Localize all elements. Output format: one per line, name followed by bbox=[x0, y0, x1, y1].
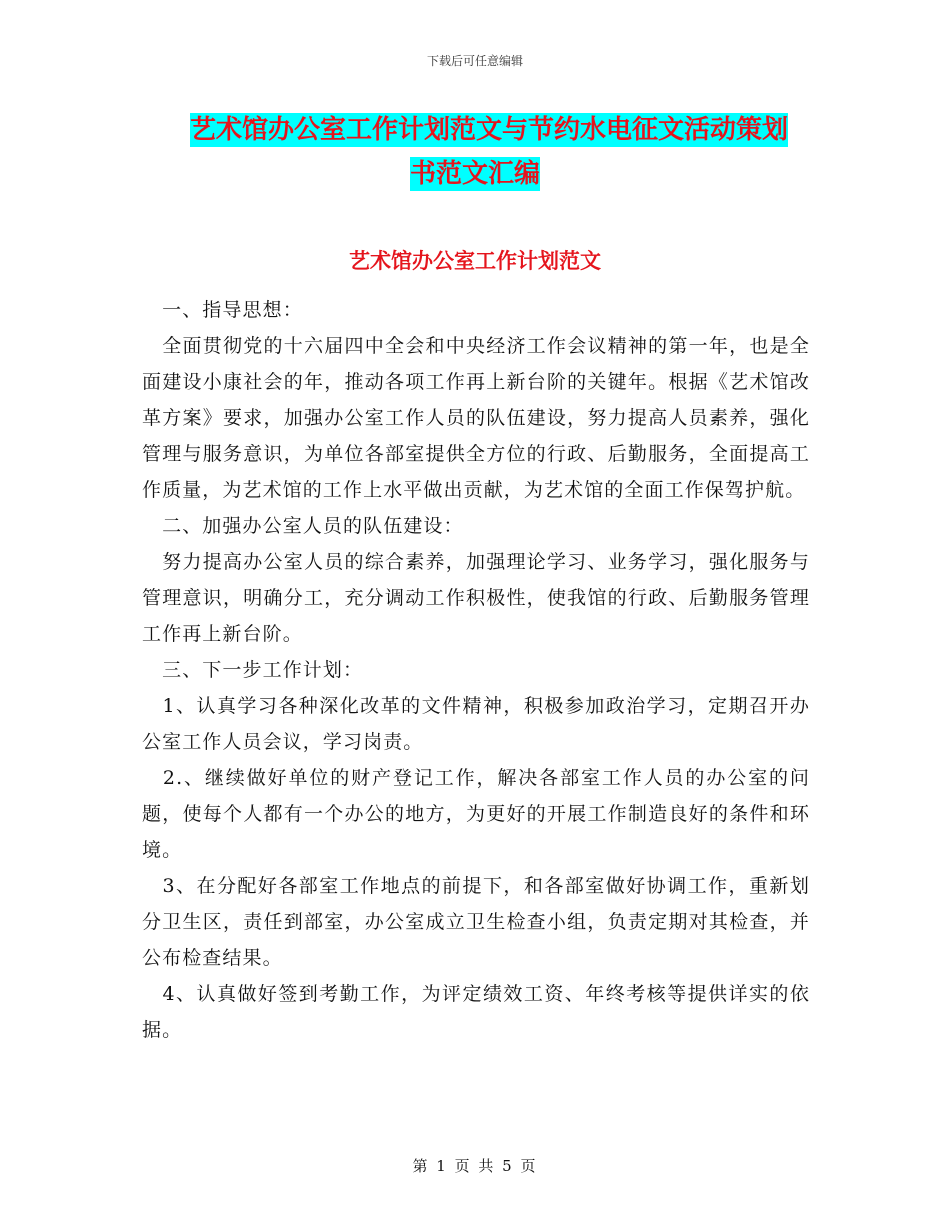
page-footer: 第 1 页 共 5 页 bbox=[412, 1157, 538, 1175]
paragraph-team-building: 努力提高办公室人员的综合素养，加强理论学习、业务学习，强化服务与管理意识，明确分工，充分调动工作积极性，使我馆的行政、后勤服务管理工作再上新台阶。 bbox=[142, 551, 810, 645]
body-text bbox=[142, 292, 810, 1048]
heading-team-building: 二、加强办公室人员的队伍建设： bbox=[142, 515, 464, 537]
list-item-3: 3、在分配好各部室工作地点的前提下，和各部室做好协调工作，重新划分卫生区，责任到部室，办公室成立卫生检查小组，负责定期对其检查，并公布检查结果。 bbox=[142, 875, 810, 969]
document-title-line-1 bbox=[0, 106, 950, 154]
heading-guiding-thought: 一、指导思想： bbox=[142, 299, 303, 321]
document-title-line-2 bbox=[0, 150, 950, 198]
header-note: 下载后可任意编辑 bbox=[426, 54, 523, 68]
document-title-text-1: 艺术馆办公室工作计划范文与节约水电征文活动策划 bbox=[189, 115, 788, 145]
heading-next-steps: 三、下一步工作计划： bbox=[142, 659, 364, 681]
list-item-1: 1、认真学习各种深化改革的文件精神，积极参加政治学习，定期召开办公室工作人员会议，学习岗责。 bbox=[142, 695, 810, 753]
paragraph-guiding-thought: 全面贯彻党的十六届四中全会和中央经济工作会议精神的第一年，也是全面建设小康社会的年，推动各项工作再上新台阶的关键年。根据《艺术馆改革方案》要求，加强办公室工作人员的队伍建设，努力提高人员素养，强化管理与服务意识，为单位各部室提供全方位的行政、后勤服务，全面提高工作质量，为艺术馆的工作上水平做出贡献，为艺术馆的全面工作保驾护航。 bbox=[142, 335, 810, 501]
document-title-text-2: 书范文汇编 bbox=[409, 159, 540, 189]
list-item-2: 2.、继续做好单位的财产登记工作，解决各部室工作人员的办公室的问题，使每个人都有一个办公的地方，为更好的开展工作制造良好的条件和环境。 bbox=[142, 767, 810, 861]
section-title: 艺术馆办公室工作计划范文 bbox=[349, 249, 601, 273]
list-item-4: 4、认真做好签到考勤工作，为评定绩效工资、年终考核等提供详实的依据。 bbox=[142, 983, 810, 1041]
